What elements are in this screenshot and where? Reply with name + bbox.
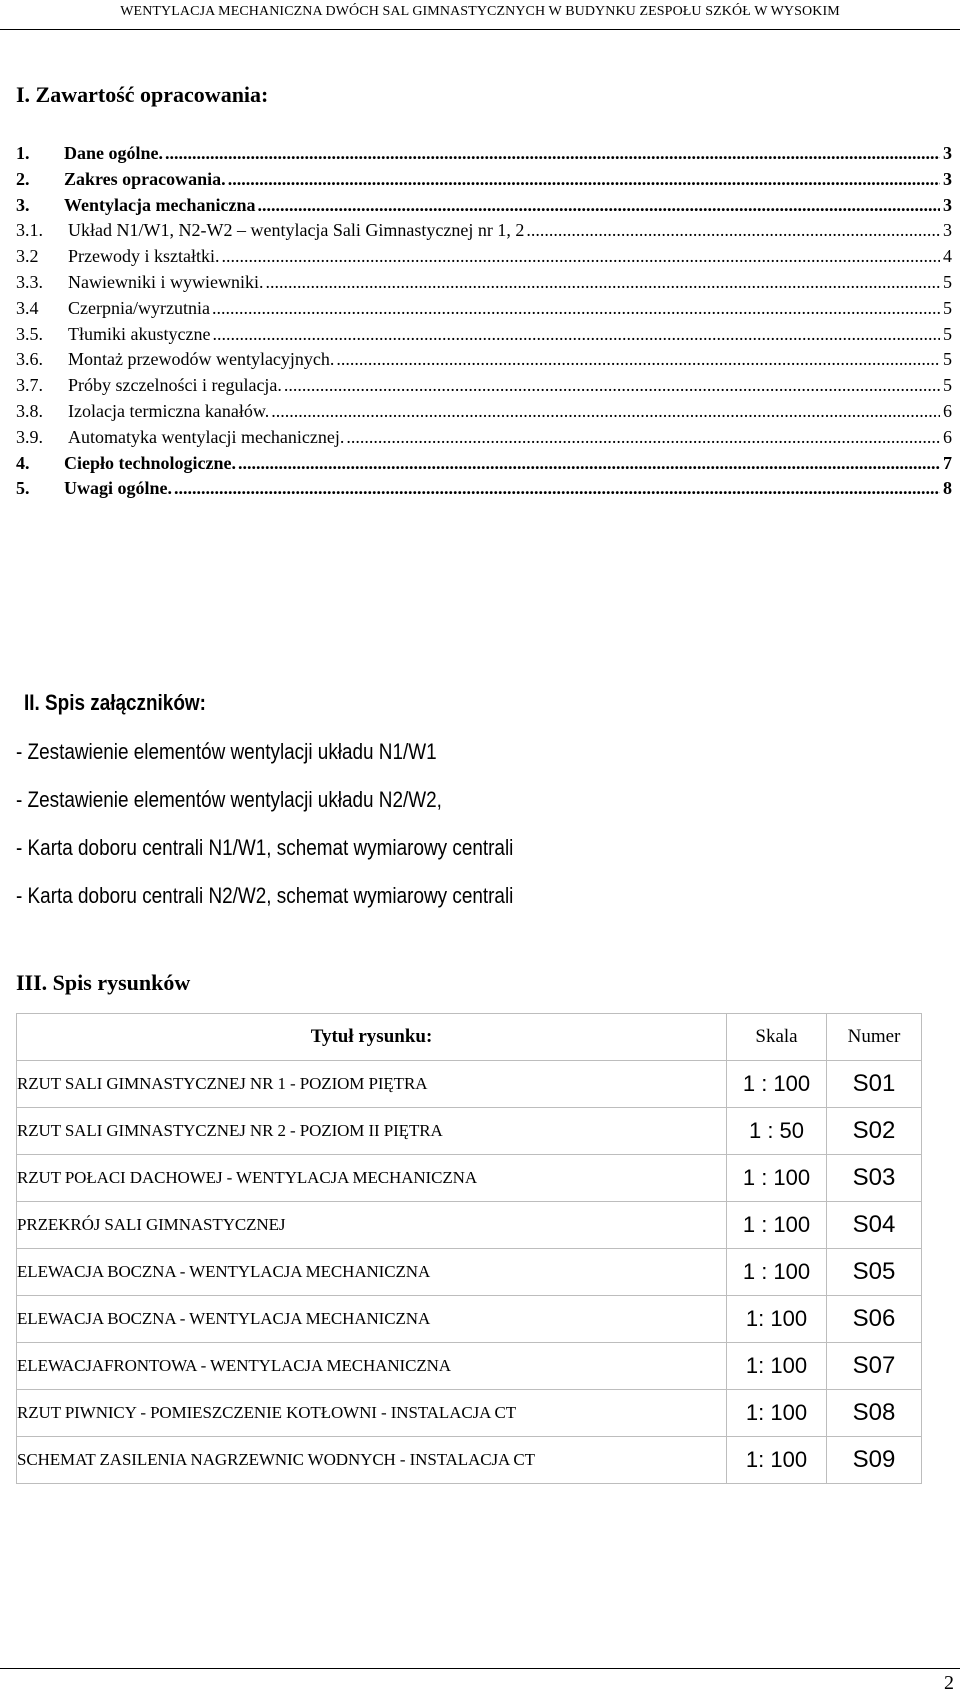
toc-entry[interactable] (16, 425, 952, 449)
drawings-table (16, 1013, 922, 1484)
toc-entry-number: 3.4 (16, 297, 39, 318)
toc-entry-title: Wentylacja mechaniczna (64, 194, 256, 215)
table-row (17, 1108, 922, 1155)
toc-entry-title: Tłumiki akustyczne (68, 323, 211, 344)
toc-entry-title: Ciepło technologiczne. (64, 452, 236, 473)
attachment-item: - Zestawienie elementów wentylacji układu N2/W2, (16, 787, 442, 812)
column-header-title: Tytuł rysunku: (17, 1014, 727, 1061)
toc-entry-number: 1. (16, 143, 30, 163)
drawing-scale: 1 : 100 (727, 1155, 827, 1202)
table-row (17, 1296, 922, 1343)
toc-entry-title: Izolacja termiczna kanałów. (68, 401, 270, 421)
toc-entry-page: 3 (943, 220, 952, 241)
table-row (17, 1061, 922, 1108)
footer-divider (0, 1668, 960, 1669)
drawing-title: RZUT PIWNICY - POMIESZCZENIE KOTŁOWNI - INSTALACJA CT (17, 1390, 727, 1437)
drawing-title: ELEWACJA BOCZNA - WENTYLACJA MECHANICZNA (17, 1249, 727, 1296)
toc-dot-leader (265, 270, 940, 294)
toc-entry-page: 5 (943, 297, 952, 318)
toc-entry-title: Automatyka wentylacji mechanicznej. (68, 426, 345, 447)
toc-entry-title: Przewody i kształtki. (68, 246, 220, 267)
drawing-title: RZUT SALI GIMNASTYCZNEJ NR 2 - POZIOM II PIĘTRA (17, 1108, 727, 1155)
toc-entry[interactable] (16, 141, 952, 165)
table-row (17, 1390, 922, 1437)
drawing-number: S01 (827, 1061, 922, 1108)
toc-dot-leader (212, 322, 940, 346)
toc-entry-page: 6 (943, 401, 952, 421)
toc-dot-leader (257, 193, 940, 217)
toc-dot-leader (165, 141, 940, 165)
toc-dot-leader (221, 244, 940, 268)
drawing-number: S03 (827, 1155, 922, 1202)
toc-entry-title: Zakres opracowania. (64, 168, 226, 189)
toc-entry[interactable] (16, 373, 952, 397)
column-header-scale: Skala (727, 1014, 827, 1061)
drawing-title: PRZEKRÓJ SALI GIMNASTYCZNEJ (17, 1202, 727, 1249)
toc-entry[interactable] (16, 167, 952, 191)
toc-entry-number: 3.5. (16, 323, 43, 344)
toc-entry-title: Dane ogólne. (64, 143, 163, 163)
toc-entry-number: 3.6. (16, 349, 43, 370)
toc-entry[interactable] (16, 322, 952, 346)
drawing-scale: 1: 100 (727, 1437, 827, 1484)
drawing-title: RZUT SALI GIMNASTYCZNEJ NR 1 - POZIOM PIĘTRA (17, 1061, 727, 1108)
toc-entry[interactable] (16, 347, 952, 371)
toc-entry-number: 3.1. (16, 220, 43, 241)
toc-entry-number: 4. (16, 452, 30, 473)
toc-entry-page: 5 (943, 375, 952, 396)
drawing-number: S04 (827, 1202, 922, 1249)
drawing-number: S02 (827, 1108, 922, 1155)
toc-entry-page: 5 (943, 323, 952, 344)
drawing-scale: 1 : 50 (727, 1108, 827, 1155)
toc-entry[interactable] (16, 218, 952, 242)
toc-entry-number: 5. (16, 478, 30, 499)
toc-entry-page: 3 (943, 168, 952, 189)
drawing-title: RZUT POŁACI DACHOWEJ - WENTYLACJA MECHANICZNA (17, 1155, 727, 1202)
attachment-item: - Karta doboru centrali N2/W2, schemat wymiarowy centrali (16, 883, 514, 908)
drawing-scale: 1 : 100 (727, 1202, 827, 1249)
table-row (17, 1202, 922, 1249)
toc-entry-title: Uwagi ogólne. (64, 478, 172, 499)
attachment-item: - Karta doboru centrali N1/W1, schemat wymiarowy centrali (16, 835, 514, 860)
contents-title: I. Zawartość opracowania: (16, 82, 269, 107)
drawing-scale: 1 : 100 (727, 1061, 827, 1108)
toc-entry-title: Nawiewniki i wywiewniki. (68, 272, 264, 292)
toc-entry-page: 4 (943, 246, 952, 267)
drawing-number: S08 (827, 1390, 922, 1437)
toc-entry-page: 5 (943, 349, 952, 370)
attachment-item: - Zestawienie elementów wentylacji układu N1/W1 (16, 739, 437, 764)
drawings-title: III. Spis rysunków (16, 970, 191, 995)
toc-entry-title: Czerpnia/wyrzutnia (68, 297, 210, 318)
attachments-title: II. Spis załączników: (24, 690, 206, 715)
drawing-title: ELEWACJA BOCZNA - WENTYLACJA MECHANICZNA (17, 1296, 727, 1343)
toc-dot-leader (526, 218, 940, 242)
toc-dot-leader (212, 296, 940, 320)
running-header: WENTYLACJA MECHANICZNA DWÓCH SAL GIMNASTYCZNYCH W BUDYNKU ZESPOŁU SZKÓŁ W WYSOKIM (0, 0, 960, 30)
toc-entry-number: 3.9. (16, 426, 43, 447)
toc-entry[interactable] (16, 451, 952, 475)
drawing-number: S09 (827, 1437, 922, 1484)
toc-entry-page: 6 (943, 426, 952, 447)
table-row (17, 1437, 922, 1484)
toc-entry-number: 3.3. (16, 272, 43, 292)
toc-dot-leader (336, 347, 940, 371)
toc-dot-leader (238, 451, 940, 475)
toc-dot-leader (228, 167, 940, 191)
toc-entry-page: 8 (943, 478, 952, 499)
drawing-scale: 1: 100 (727, 1296, 827, 1343)
toc-entry[interactable] (16, 193, 952, 217)
column-header-number: Numer (827, 1014, 922, 1061)
drawing-scale: 1: 100 (727, 1390, 827, 1437)
toc-entry-page: 3 (943, 143, 952, 163)
toc-entry[interactable] (16, 270, 952, 294)
drawings-header-row (17, 1014, 922, 1061)
toc-entry-number: 3.2 (16, 246, 39, 267)
toc-entry[interactable] (16, 296, 952, 320)
toc-dot-leader (346, 425, 940, 449)
table-row (17, 1249, 922, 1296)
toc-entry-page: 5 (943, 272, 952, 292)
table-row (17, 1155, 922, 1202)
toc-entry[interactable] (16, 476, 952, 500)
toc-dot-leader (271, 399, 940, 423)
toc-entry-number: 2. (16, 168, 30, 189)
toc-entry-title: Próby szczelności i regulacja. (68, 375, 282, 396)
toc-entry-number: 3.7. (16, 375, 43, 396)
drawing-scale: 1 : 100 (727, 1249, 827, 1296)
drawing-number: S05 (827, 1249, 922, 1296)
page-number: 2 (944, 1672, 954, 1694)
toc-entry-page: 7 (943, 452, 952, 473)
toc-entry-title: Montaż przewodów wentylacyjnych. (68, 349, 335, 370)
toc-dot-leader (284, 373, 940, 397)
drawing-number: S06 (827, 1296, 922, 1343)
table-row (17, 1343, 922, 1390)
drawing-title: ELEWACJAFRONTOWA - WENTYLACJA MECHANICZNA (17, 1343, 727, 1390)
drawing-number: S07 (827, 1343, 922, 1390)
toc-dot-leader (174, 476, 940, 500)
toc-entry-title: Układ N1/W1, N2-W2 – wentylacja Sali Gimnastycznej nr 1, 2 (68, 220, 525, 241)
toc-entry[interactable] (16, 244, 952, 268)
toc-entry-page: 3 (943, 194, 952, 215)
toc-entry-number: 3. (16, 194, 30, 215)
toc-entry-number: 3.8. (16, 401, 43, 421)
drawing-title: SCHEMAT ZASILENIA NAGRZEWNIC WODNYCH - INSTALACJA CT (17, 1437, 727, 1484)
drawing-scale: 1: 100 (727, 1343, 827, 1390)
toc-entry[interactable] (16, 399, 952, 423)
